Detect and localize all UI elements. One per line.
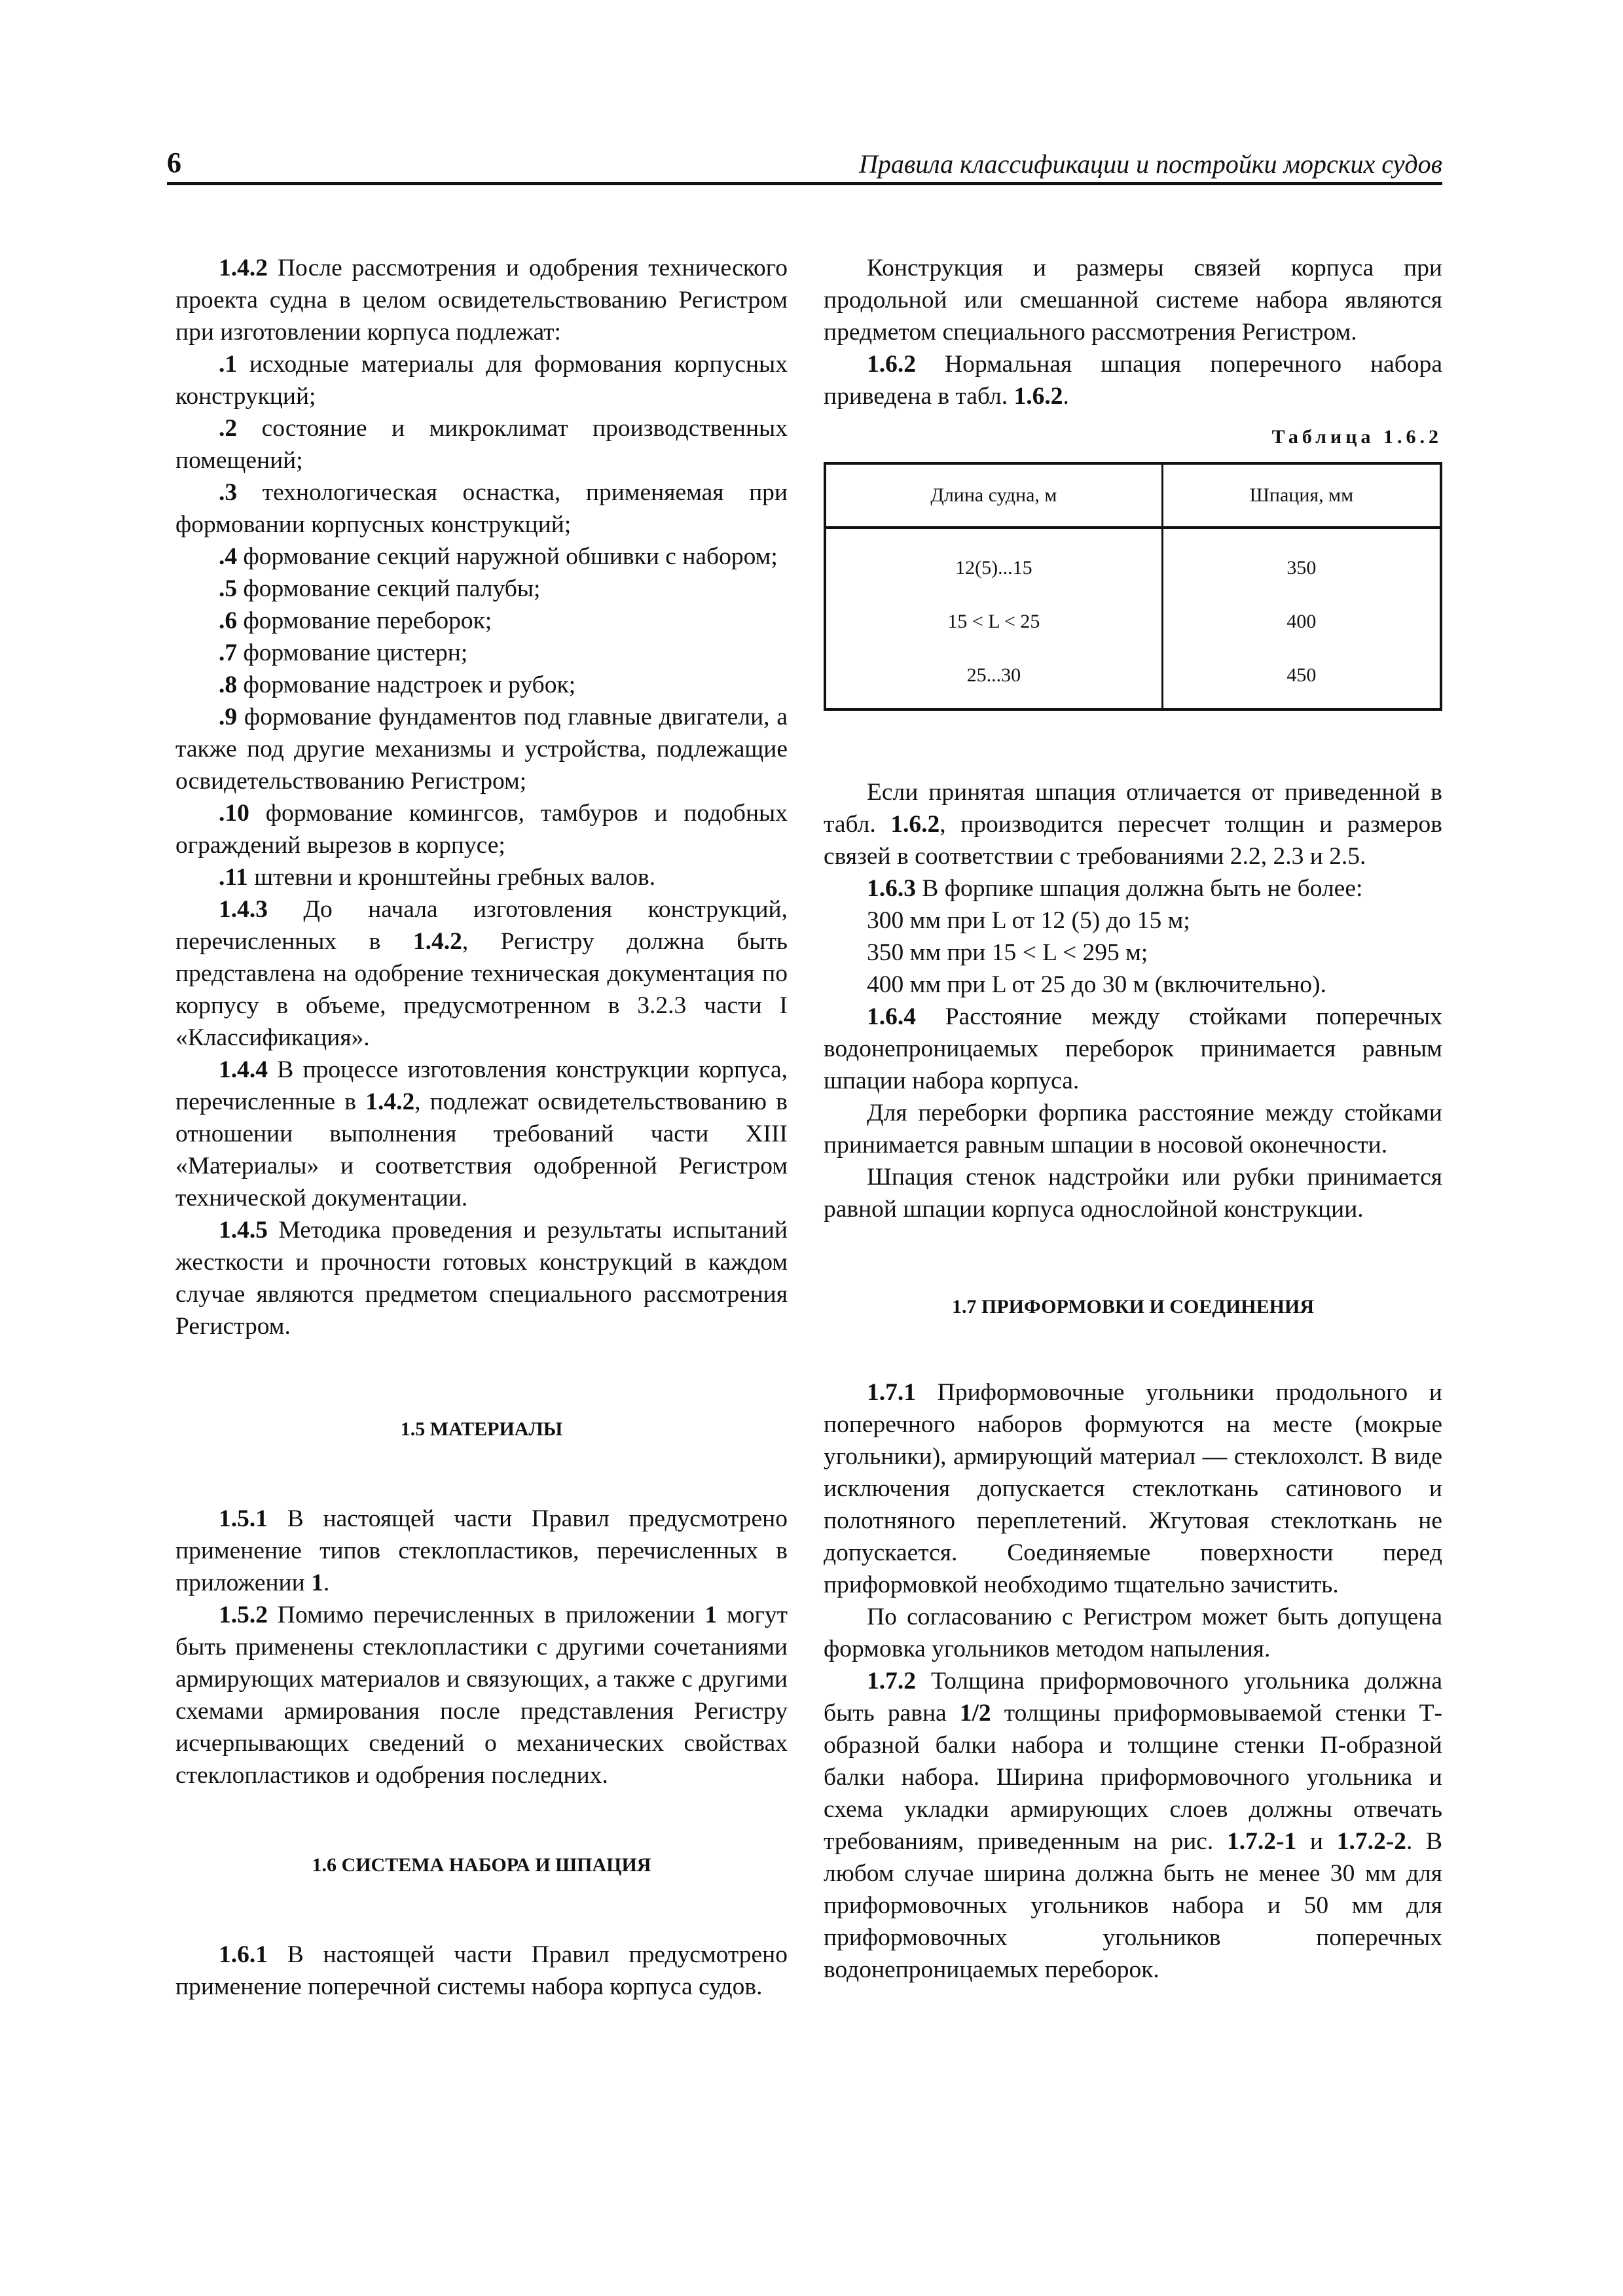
table-cell: 450: [1162, 649, 1441, 709]
list-item: .6 формование переборок;: [219, 607, 492, 634]
paragraph-1-7-1: 1.7.1 Приформовочные угольники продольного и поперечного наборов формуются на месте (мокрые угольники), армирующий материал — стеклохолст. В виде исключения допускается стеклоткань сатинового и полотняного переплетений. Жгутовая стеклоткань не допускается. Соединяемые поверхности перед приформовкой необходимо тщательно зачистить.: [824, 1379, 1442, 1598]
section-heading-1-7: 1.7 ПРИФОРМОВКИ И СОЕДИНЕНИЯ: [952, 1296, 1314, 1318]
table-cell: 12(5)...15: [825, 528, 1162, 595]
table-header-cell: Шпация, мм: [1162, 463, 1441, 528]
spacing-table: [824, 462, 1442, 711]
list-item: .1 исходные материалы для формования корпусных конструкций;: [175, 351, 788, 410]
table-cell: 15 < L < 25: [825, 595, 1162, 649]
paragraph-superstructure: Шпация стенок надстройки или рубки принимается равной шпации корпуса однослойной конструкции.: [824, 1164, 1442, 1223]
forepeak-spacing-line: 400 мм при L от 25 до 30 м (включительно).: [867, 971, 1326, 998]
table-row: [825, 595, 1441, 649]
paragraph-1-6-3: 1.6.3 В форпике шпация должна быть не более:: [867, 875, 1363, 902]
left-column: [175, 252, 788, 2003]
paragraph-1-6-1: 1.6.1 В настоящей части Правил предусмотрено применение поперечной системы набора корпуса судов.: [175, 1941, 788, 2000]
paragraph-1-6-4: 1.6.4 Расстояние между стойками поперечных водонепроницаемых переборок принимается равным шпации набора корпуса.: [824, 1003, 1442, 1094]
table-caption: Таблица 1.6.2: [1271, 426, 1442, 448]
table-header-cell: Длина судна, м: [825, 463, 1162, 528]
table-cell: 25...30: [825, 649, 1162, 709]
page-number: 6: [167, 147, 181, 179]
list-item: .11 штевни и кронштейны гребных валов.: [219, 864, 656, 891]
paragraph-1-4-4: 1.4.4 В процессе изготовления конструкции корпуса, перечисленные в 1.4.2, подлежат освидетельствованию в отношении выполнения требований части XIII «Материалы» и соответствия одобренной Регистром технической документации.: [175, 1056, 788, 1211]
list-item: .9 формование фундаментов под главные двигатели, а также под другие механизмы и устройства, подлежащие освидетельствованию Регистром;: [175, 704, 788, 795]
table-row: [825, 649, 1441, 709]
table-row: [825, 528, 1441, 595]
page-header: [167, 143, 1442, 185]
table-header-row: [825, 463, 1441, 528]
forepeak-spacing-line: 300 мм при L от 12 (5) до 15 м;: [867, 907, 1190, 934]
paragraph-1-4-2: 1.4.2 После рассмотрения и одобрения технического проекта судна в целом освидетельствованию Регистром при изготовлении корпуса подлежат:: [175, 255, 788, 346]
paragraph-forepeak: Для переборки форпика расстояние между стойками принимается равным шпации в носовой оконечности.: [824, 1100, 1442, 1158]
list-item: .2 состояние и микроклимат производственных помещений;: [175, 415, 788, 474]
list-item: .8 формование надстроек и рубок;: [219, 672, 576, 698]
section-heading-1-6: 1.6 СИСТЕМА НАБОРА И ШПАЦИЯ: [312, 1854, 651, 1876]
paragraph-1-7-2: 1.7.2 Толщина приформовочного угольника должна быть равна 1/2 толщины приформовываемой стенки Т-образной балки набора и толщине стенки П-образной балки набора. Ширина приформовочного угольника и схема укладки армирующих слоев должны отвечать требованиям, приведенным на рис. 1.7.2-1 и 1.7.2-2. В любом случае ширина должна быть не менее 30 мм для приформовочных угольников набора и 50 мм для приформовочных угольников поперечных водонепроницаемых переборок.: [824, 1668, 1443, 1983]
right-column: [824, 252, 1442, 1986]
paragraph-1-4-5: 1.4.5 Методика проведения и результаты испытаний жесткости и прочности готовых конструкций в каждом случае являются предметом специального рассмотрения Регистром.: [175, 1217, 788, 1340]
paragraph-1-4-3: 1.4.3 До начала изготовления конструкций, перечисленных в 1.4.2, Регистру должна быть представлена на одобрение техническая документация по корпусу в объеме, предусмотренном в 3.2.3 части I «Классификация».: [175, 896, 788, 1051]
table-cell: 400: [1162, 595, 1441, 649]
paragraph-table-note: Если принятая шпация отличается от приведенной в табл. 1.6.2, производится пересчет толщин и размеров связей в соответствии с требованиями 2.2, 2.3 и 2.5.: [824, 779, 1442, 870]
running-title: Правила классификации и постройки морских судов: [858, 149, 1442, 179]
table-cell: 350: [1162, 528, 1441, 595]
list-item: .5 формование секций палубы;: [219, 575, 541, 602]
paragraph-spraying: По согласованию с Регистром может быть допущена формовка угольников методом напыления.: [824, 1604, 1442, 1662]
section-heading-1-5: 1.5 МАТЕРИАЛЫ: [400, 1418, 563, 1440]
list-item: .10 формование комингсов, тамбуров и подобных ограждений вырезов в корпусе;: [175, 800, 788, 859]
list-item: .7 формование цистерн;: [219, 639, 468, 666]
paragraph-1-5-1: 1.5.1 В настоящей части Правил предусмотрено применение типов стеклопластиков, перечисленных в приложении 1.: [175, 1505, 788, 1596]
list-item: .4 формование секций наружной обшивки с набором;: [219, 543, 778, 570]
paragraph-1-6-2: 1.6.2 Нормальная шпация поперечного набора приведена в табл. 1.6.2.: [824, 351, 1442, 410]
list-item: .3 технологическая оснастка, применяемая при формовании корпусных конструкций;: [175, 479, 788, 538]
paragraph-1-5-2: 1.5.2 Помимо перечисленных в приложении 1 могут быть применены стеклопластики с другими сочетаниями армирующих материалов и связующих, а также с другими схемами армирования после представления Регистру исчерпывающих сведений о механических свойствах стеклопластиков и одобрения последних.: [175, 1602, 788, 1789]
paragraph-intro: Конструкция и размеры связей корпуса при продольной или смешанной системе набора являются предметом специального рассмотрения Регистром.: [824, 255, 1442, 346]
forepeak-spacing-line: 350 мм при 15 < L < 295 м;: [867, 939, 1148, 966]
